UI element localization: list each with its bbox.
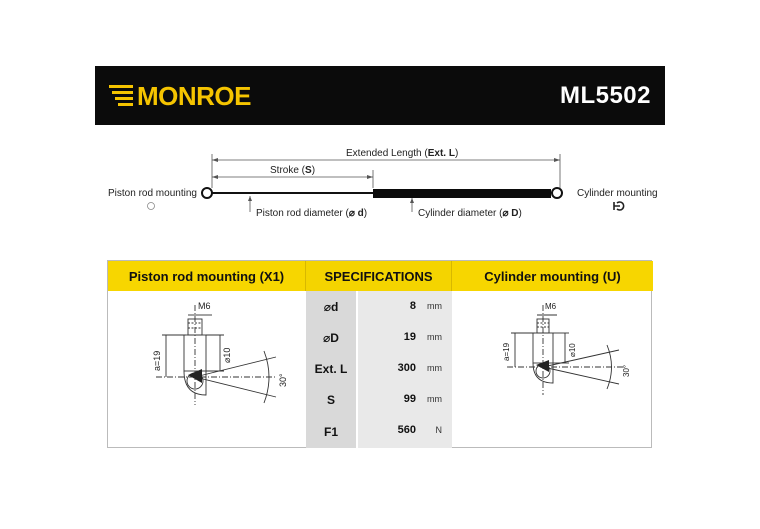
spec-row bbox=[306, 353, 452, 384]
thread-label: M6 bbox=[198, 301, 211, 311]
angle-label: 30° bbox=[622, 364, 631, 377]
angle-label: 30° bbox=[278, 373, 288, 387]
stroke-label: Stroke (S) bbox=[270, 165, 316, 176]
spec-value: 8 bbox=[409, 300, 416, 312]
spec-value-cell bbox=[358, 415, 452, 448]
spec-value-cell bbox=[358, 384, 452, 415]
specifications-panel bbox=[107, 260, 652, 448]
spec-unit: mm bbox=[427, 332, 442, 342]
cylinder-mounting-drawing bbox=[473, 295, 653, 445]
spec-value: 560 bbox=[397, 424, 416, 436]
spec-key: F1 bbox=[306, 415, 358, 448]
specifications-title: SPECIFICATIONS bbox=[306, 261, 452, 291]
spec-value: 99 bbox=[403, 393, 416, 405]
specifications-table bbox=[306, 291, 452, 448]
monroe-logo bbox=[109, 80, 269, 112]
spec-value: 300 bbox=[397, 362, 416, 374]
diameter-label: ⌀10 bbox=[222, 347, 232, 363]
thread-label: M6 bbox=[545, 302, 557, 311]
piston-rod-mounting-title: Piston rod mounting (X1) bbox=[108, 261, 306, 291]
spec-value-cell bbox=[358, 322, 452, 353]
part-number: ML5502 bbox=[559, 82, 651, 109]
piston-rod-diameter-label: Piston rod diameter (⌀ d) bbox=[256, 208, 368, 219]
gas-spring-overview bbox=[95, 140, 685, 230]
logo-stripes-icon bbox=[109, 82, 139, 112]
spec-unit: mm bbox=[427, 301, 442, 311]
brand-name: MONROE bbox=[137, 81, 251, 111]
spec-key: S bbox=[306, 384, 358, 415]
spec-row bbox=[306, 291, 452, 322]
extended-length-label: Extended Length (Ext. L) bbox=[346, 148, 459, 159]
spec-value-cell bbox=[358, 353, 452, 384]
spec-unit: mm bbox=[427, 363, 442, 373]
spec-key: ⌀D bbox=[306, 322, 358, 353]
spec-key: Ext. L bbox=[306, 353, 358, 384]
spec-key: ⌀d bbox=[306, 291, 358, 322]
header-bar bbox=[95, 66, 665, 125]
offset-label: a=19 bbox=[152, 350, 162, 371]
diameter-label: ⌀10 bbox=[568, 343, 577, 357]
piston-rod-mounting-drawing bbox=[126, 295, 306, 445]
spec-row bbox=[306, 322, 452, 353]
spec-row bbox=[306, 415, 452, 448]
spec-unit: mm bbox=[427, 394, 442, 404]
piston-rod-mounting-label: Piston rod mounting bbox=[108, 188, 197, 199]
spec-unit: N bbox=[435, 425, 442, 435]
spec-row bbox=[306, 384, 452, 415]
cylinder-mounting-label: Cylinder mounting bbox=[577, 188, 658, 199]
offset-label: a=19 bbox=[502, 342, 511, 361]
cylinder-diameter-label: Cylinder diameter (⌀ D) bbox=[418, 208, 522, 219]
cylinder-mounting-title: Cylinder mounting (U) bbox=[452, 261, 653, 291]
spec-value: 19 bbox=[403, 331, 416, 343]
spec-value-cell bbox=[358, 291, 452, 322]
